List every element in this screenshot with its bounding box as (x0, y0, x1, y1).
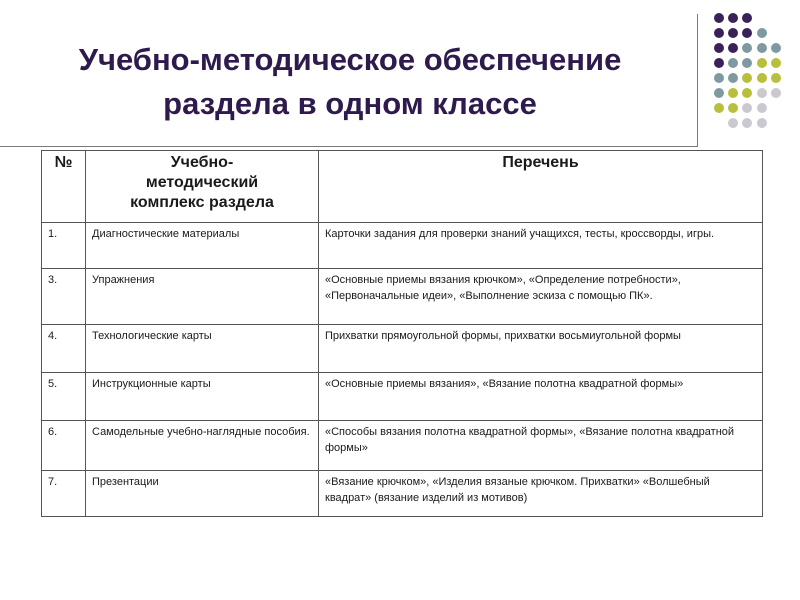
page-title-line1: Учебно-методическое обеспечение (78, 42, 622, 77)
row-list: «Основные приемы вязания крючком», «Определение потребности», «Первоначальные идеи», «Выполнение эскиза с помощью ПК». (319, 269, 763, 325)
decor-dot (728, 118, 738, 128)
row-list: Карточки задания для проверки знаний учащихся, тесты, кроссворды, игры. (319, 223, 763, 269)
row-num: 6. (42, 421, 86, 471)
header-complex (86, 151, 319, 223)
row-complex: Упражнения (86, 269, 319, 325)
row-num: 4. (42, 325, 86, 373)
decor-dot (742, 43, 752, 53)
decor-dot (757, 28, 767, 38)
decor-dot (728, 73, 738, 83)
row-complex: Диагностические материалы (86, 223, 319, 269)
decor-dot (771, 58, 781, 68)
decor-dot (728, 28, 738, 38)
table-row (42, 223, 763, 269)
table-row (42, 325, 763, 373)
decor-dot (757, 43, 767, 53)
decor-dot (728, 88, 738, 98)
header-num: № (42, 151, 86, 223)
decor-dot (714, 43, 724, 53)
decor-dot (757, 88, 767, 98)
decor-dot (714, 88, 724, 98)
decor-dot (771, 43, 781, 53)
table-row (42, 373, 763, 421)
decor-dot (771, 73, 781, 83)
decor-dot (742, 28, 752, 38)
decor-dot (742, 58, 752, 68)
row-list: «Вязание крючком», «Изделия вязаные крючком. Прихватки» «Волшебный квадрат» (вязание изделий из мотивов) (319, 471, 763, 517)
row-list: «Способы вязания полотна квадратной формы», «Вязание полотна квадратной формы» (319, 421, 763, 471)
decor-dot (742, 88, 752, 98)
decor-dot (714, 13, 724, 23)
decor-dot (742, 118, 752, 128)
decor-dot (728, 43, 738, 53)
page-title (20, 38, 680, 126)
decor-dot (757, 73, 767, 83)
decor-dot (714, 103, 724, 113)
decor-dot (714, 73, 724, 83)
decor-dot (728, 58, 738, 68)
decor-dot (742, 13, 752, 23)
row-list: Прихватки прямоугольной формы, прихватки восьмиугольной формы (319, 325, 763, 373)
row-list: «Основные приемы вязания», «Вязание полотна квадратной формы» (319, 373, 763, 421)
decor-dot (714, 58, 724, 68)
decor-dot (728, 103, 738, 113)
row-complex: Презентации (86, 471, 319, 517)
page-title-line2: раздела в одном классе (163, 86, 537, 121)
row-num: 5. (42, 373, 86, 421)
table-header-row (42, 151, 763, 223)
row-num: 7. (42, 471, 86, 517)
row-num: 3. (42, 269, 86, 325)
table-row (42, 471, 763, 517)
table-row (42, 269, 763, 325)
header-complex-line: комплекс раздела (130, 194, 274, 211)
row-num: 1. (42, 223, 86, 269)
decor-dot (728, 13, 738, 23)
row-complex: Инструкционные карты (86, 373, 319, 421)
header-complex-line: Учебно- (170, 154, 234, 171)
header-complex-line: методический (145, 174, 259, 191)
decor-dot (757, 118, 767, 128)
decor-dot (757, 103, 767, 113)
row-complex: Самодельные учебно-наглядные пособия. (86, 421, 319, 471)
row-complex: Технологические карты (86, 325, 319, 373)
header-list: Перечень (319, 151, 763, 223)
decor-dot (742, 73, 752, 83)
decor-dot (757, 58, 767, 68)
title-divider-horizontal (0, 146, 697, 147)
resources-table (41, 150, 763, 517)
decor-dot (771, 88, 781, 98)
table-row (42, 421, 763, 471)
decor-dot (742, 103, 752, 113)
title-divider-vertical (697, 14, 698, 147)
decor-dot (714, 28, 724, 38)
